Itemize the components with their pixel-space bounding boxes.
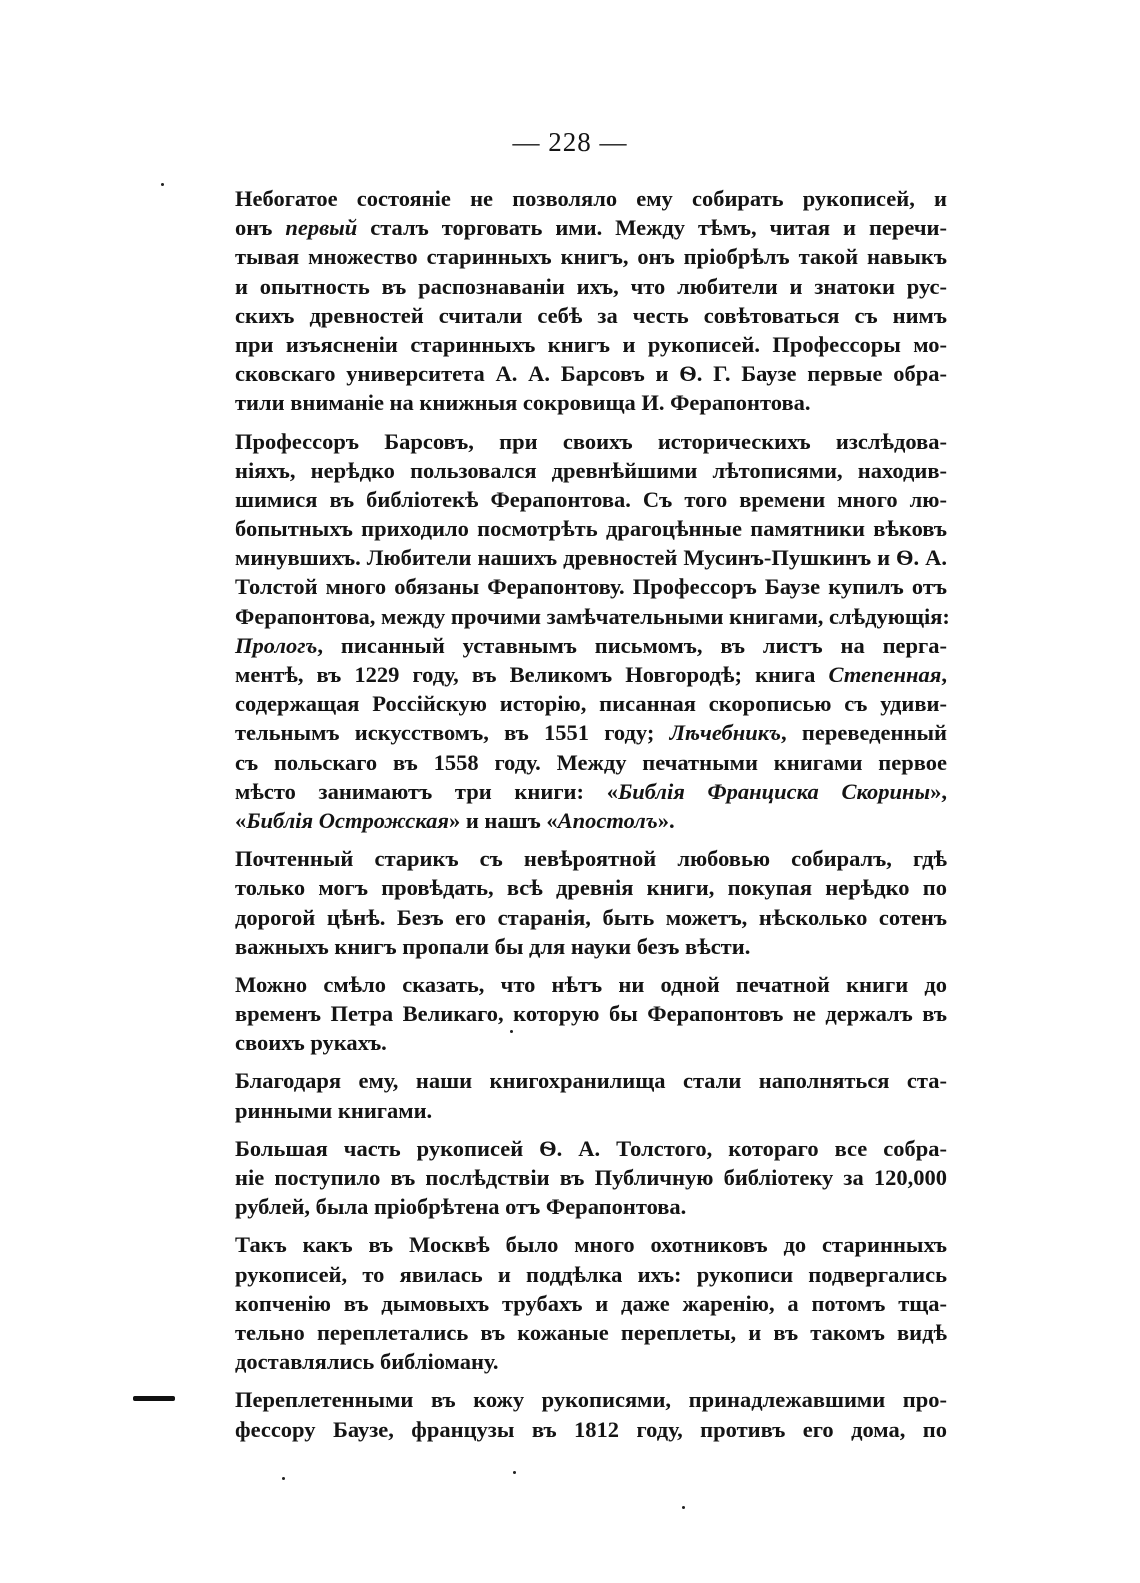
text-run: Небогатое состоянiе не позволяло ему собирать рукописей, и — [235, 186, 947, 211]
text-run: важныхъ книгъ пропали бы для науки безъ вѣсти. — [235, 933, 751, 959]
text-line — [235, 242, 947, 271]
paragraph — [235, 844, 947, 961]
text-line — [235, 1028, 947, 1057]
text-run: ». — [657, 807, 675, 833]
text-line — [235, 1289, 947, 1318]
text-line — [235, 1347, 947, 1376]
text-run: шимися въ библiотекѣ Ферапонтова. Съ того времени много лю- — [235, 486, 947, 512]
italic-title: Библiя Острожская — [246, 807, 449, 833]
italic-title: Библiя Франциска Скорины — [617, 778, 931, 804]
text-line — [235, 514, 947, 543]
text-run: Благодаря ему, наши книгохранилища стали наполняться ста- — [235, 1068, 947, 1094]
text-run: бопытныхъ приходило посмотрѣть драгоцѣнные памятники вѣковъ — [235, 516, 947, 542]
scan-speck — [510, 1030, 513, 1033]
body-text — [235, 184, 950, 1453]
text-line — [235, 718, 947, 747]
text-line — [235, 301, 947, 330]
text-run: сталъ торговать ими. Между тѣмъ, читая и перечи- — [357, 215, 947, 241]
italic-title: первый — [285, 215, 358, 241]
text-run: мѣсто занимаютъ три книги: « — [235, 778, 618, 804]
text-run: и опытность въ распознаванiи ихъ, что любители и знатоки рус- — [235, 273, 947, 299]
text-line — [235, 213, 947, 242]
italic-title: Степенная — [828, 662, 942, 687]
page-number: — 228 — — [512, 127, 628, 157]
scan-speck — [161, 183, 164, 186]
text-run: тельно переплетались въ кожаные переплеты, и въ такомъ видѣ — [235, 1319, 947, 1345]
text-run: нiяхъ, нерѣдко пользовался древнѣйшими лѣтописями, находив- — [235, 457, 947, 483]
text-run: Такъ какъ въ Москвѣ было много охотниковъ до старинныхъ — [235, 1232, 947, 1258]
text-line — [235, 330, 947, 359]
text-line — [235, 572, 947, 601]
text-run: тельнымъ искусствомъ, въ 1551 году; — [235, 720, 670, 746]
text-line — [235, 359, 947, 388]
italic-title: Апостолъ — [557, 807, 658, 833]
text-line — [235, 873, 947, 902]
text-run: дорогой цѣнѣ. Безъ его старанiя, быть можетъ, нѣсколько сотенъ — [235, 904, 947, 930]
text-run: рублей, была прiобрѣтена отъ Ферапонтова. — [235, 1194, 687, 1220]
text-run: Толстой много обязаны Ферапонтову. Профессоръ Баузе купилъ отъ — [235, 574, 947, 600]
text-run: нiе поступило въ послѣдствiи въ Публичную библiотеку за 120,000 — [235, 1165, 947, 1190]
text-line — [235, 427, 947, 456]
margin-mark — [133, 1396, 175, 1401]
text-run: », — [930, 778, 947, 804]
text-line — [235, 1230, 947, 1259]
text-line — [235, 970, 947, 999]
text-line — [235, 602, 950, 631]
text-line — [235, 1096, 947, 1125]
text-run: копченiю въ дымовыхъ трубахъ и даже жаренiю, а потомъ тща- — [235, 1290, 947, 1316]
scan-speck — [513, 1471, 516, 1474]
text-run: Почтенный старикъ съ невѣроятной любовью собиралъ, гдѣ — [235, 846, 947, 872]
text-line — [235, 1385, 947, 1414]
text-run: тили вниманiе на книжныя сокровища И. Ферапонтова. — [235, 390, 811, 416]
text-line — [235, 1260, 947, 1289]
paragraph — [235, 1134, 947, 1222]
text-run: сковскаго университета А. А. Барсовъ и Ѳ. Г. Баузе первые обра- — [235, 361, 947, 387]
paragraph — [235, 1385, 947, 1443]
text-line — [235, 1415, 947, 1444]
text-line — [235, 1192, 947, 1221]
text-line — [235, 660, 947, 689]
text-line — [235, 1066, 947, 1095]
text-line — [235, 844, 947, 873]
text-run: , — [941, 662, 947, 687]
paragraph — [235, 427, 950, 836]
text-line — [235, 903, 947, 932]
text-run: скихъ древностей считали себѣ за честь совѣтоваться съ нимъ — [235, 302, 947, 328]
paragraph — [235, 184, 947, 418]
text-run: Профессоръ Барсовъ, при своихъ историческихъ изслѣдова- — [235, 428, 947, 454]
text-run: рукописей, то явилась и поддѣлка ихъ: рукописи подвергались — [235, 1261, 947, 1287]
text-run: ринными книгами. — [235, 1097, 433, 1123]
paragraph — [235, 1066, 947, 1124]
text-run: временъ Петра Великаго, которую бы Ферапонтовъ не держалъ въ — [235, 1001, 947, 1027]
paragraph — [235, 970, 947, 1058]
text-run: своихъ рукахъ. — [235, 1030, 387, 1056]
text-run: содержащая Россiйскую исторiю, писанная скорописью съ удиви- — [235, 691, 947, 717]
text-run: « — [235, 807, 247, 833]
text-run: Большая часть рукописей Ѳ. А. Толстого, котораго все собра- — [235, 1135, 947, 1161]
text-run: при изъясненiи старинныхъ книгъ и рукописей. Профессоры мо- — [235, 331, 947, 357]
paragraph — [235, 1230, 947, 1376]
scan-speck — [682, 1506, 685, 1509]
text-line — [235, 1163, 947, 1192]
text-line — [235, 932, 947, 961]
text-line — [235, 1318, 947, 1347]
text-line — [235, 806, 947, 835]
text-run: минувшихъ. Любители нашихъ древностей Мусинъ-Пушкинъ и Ѳ. А. — [235, 545, 947, 571]
text-line — [235, 388, 947, 417]
text-run: » и нашъ « — [448, 807, 558, 833]
italic-title: Лѣчебникъ — [669, 720, 782, 746]
text-run: Можно смѣло сказать, что нѣтъ ни одной печатной книги до — [235, 971, 947, 997]
text-run: доставлялись библiоману. — [235, 1349, 499, 1375]
text-run: , переведенный — [781, 720, 947, 746]
text-line — [235, 631, 947, 660]
text-run: Переплетенными въ кожу рукописями, принадлежавшими про- — [235, 1387, 947, 1413]
text-line — [235, 456, 947, 485]
text-line — [235, 777, 947, 806]
scan-speck — [282, 1477, 285, 1480]
text-run: ментѣ, въ 1229 году, въ Великомъ Новгородѣ; книга — [235, 662, 829, 687]
text-run: , писанный уставнымъ письмомъ, въ листъ на перга- — [317, 632, 947, 658]
text-run: фессору Баузе, французы въ 1812 году, противъ его дома, по — [235, 1416, 947, 1442]
text-run: съ польскаго въ 1558 году. Между печатными книгами первое — [235, 749, 947, 775]
text-run: онъ — [235, 215, 286, 241]
text-line — [235, 485, 947, 514]
italic-title: Прологъ — [235, 632, 318, 658]
text-run: Ферапонтова, между прочими замѣчательными книгами, слѣдующiя: — [235, 603, 950, 629]
text-run: только могъ провѣдать, всѣ древнiя книги, покупая нерѣдко по — [235, 875, 947, 901]
text-run: тывая множество старинныхъ книгъ, онъ прiобрѣлъ такой навыкъ — [235, 244, 947, 270]
text-line — [235, 748, 947, 777]
text-line — [235, 184, 947, 213]
text-line — [235, 1134, 947, 1163]
text-line — [235, 689, 947, 718]
text-line — [235, 272, 947, 301]
text-line — [235, 543, 947, 572]
text-line — [235, 999, 947, 1028]
